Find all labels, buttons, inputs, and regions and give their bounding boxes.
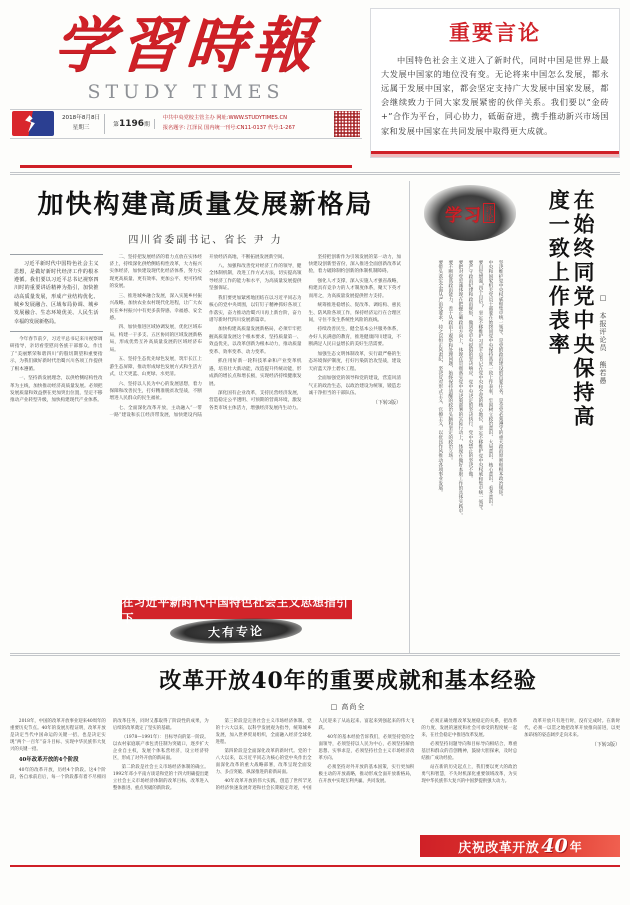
bottom-headline[interactable]: 改革开放40年的重要成就和基本经验: [159, 668, 537, 694]
article-paragraph: 要自觉增强“四个自信”，坚定不移维护习近平总书记在党中央和全党的核心地位，坚定不移维护党中央权威和集中统一领导。: [477, 260, 483, 514]
article-paragraph: 一、坚持新发展理念，以供给侧结构性改革为主线，加快推动经济高质量发展。必须把发展质量和效益摆在更加突出位置，坚定不移推动产业转型升级，加快构建现代产业体系。: [10, 376, 103, 404]
article-paragraph: 今年春节前夕，习近平总书记来川视察调研指导，亲切看望慰问各族干部群众，作出了“美丽繁荣和谐四川”的殷切期望和重要指示，为我们做好新时代治蜀兴川各项工作提供了根本遵循。: [10, 336, 103, 372]
article-paragraph: 第四阶段是全面深化改革的新时代。党的十八大以来，以习近平同志为核心的党中央作出全面深化改革的重大战略部署，改革呈现全面发力、多点突破、纵深推进的崭新局面。: [215, 749, 312, 776]
article-paragraph: 要把对党忠诚体现在把握正确政治方向上，体现在贯彻落实党中央决策部署的实际行动上，体现在做好本职工作的具体实践中。: [457, 260, 463, 518]
main-article-lead: 习近平新时代中国特色社会主义思想，是做好新时代经济工作的根本遵循。我们要以习近平总书记视察四川时的重要讲话精神为指引，加快推动高质量发展，形成产业结构优化、城乡发展融合、区域布局协调、城乡发展融合、生态环境优美、人民生活幸福的发展新格局。: [10, 254, 103, 332]
article-paragraph: 八、加强和改善党对经济工作的领导，健全体制机制，改进工作方式方法，切实提高领导经济工作的能力和水平，为高质量发展提供坚强保证。: [209, 263, 302, 292]
main-body-area: [0, 175, 630, 653]
study-times-emblem-icon: [12, 111, 54, 136]
masthead-nameplate-area: [10, 8, 362, 172]
article-paragraph: 七、全面深化改革开放，主动融入“一带一路”建设和长江经济带发展，加快建设内陆开放经济高地，不断拓展发展新空间。: [109, 254, 288, 419]
article-paragraph: 40年改革开放的伟大实践，创造了世所罕见的经济快速发展奇迹和社会长期稳定奇迹，中国人民迎来了从站起来、富起来到强起来的伟大飞跃。: [215, 719, 415, 792]
article-paragraph: 强化人才支撑，深入实施人才强省战略，构建具有竞争力的人才制度体系，聚天下英才而用之，为高质量发展提供智力支持。: [308, 278, 401, 299]
article-paragraph: 深化国有企业改革，支持民营经济发展，营造稳定公平透明、可预期的营商环境，激发各类市场主体活力，增强经济发展内生动力。: [209, 390, 302, 411]
anniversary-prefix: 庆祝改革开放: [458, 840, 540, 856]
newspaper-title-cn: 学習時報: [51, 11, 321, 81]
important-quote-box: [370, 8, 620, 158]
brush-stroke-tag: 大有专论: [170, 617, 303, 646]
article-paragraph: 三、推进城乡融合发展，深入实施乡村振兴战略，加快农业农村现代化进程，让广大农民在乡村振兴中有更多获得感、幸福感、安全感。: [109, 293, 202, 321]
side-commentary-article: [410, 181, 610, 653]
publisher-line-2: 报名题字: 江泽民 国内统一刊号:CN11-0137 代号:1-267: [162, 124, 296, 131]
article-paragraph: 40年的基本经验告诉我们，必须坚持党的全面领导，必须坚持以人民为中心，必须坚持解放思想、实事求是，必须坚持社会主义市场经济改革方向。: [318, 735, 415, 762]
publisher-line-1: 中共中央党校主管主办 网址:WWW.STUDYTIMES.CN: [162, 115, 287, 122]
masthead: [0, 0, 630, 172]
article-paragraph: 我们要更加紧密地团结在以习近平同志为核心的党中央周围，以钉钉子精神抓好各项工作落实，奋力推动治蜀兴川再上新台阶，奋力谱写新时代四川发展新篇章。: [209, 295, 302, 323]
article-paragraph: 全面加强党的领导和党的建设，营造风清气正的政治生态，以政治建设为统领，锻造忠诚干净担当的干部队伍。: [308, 376, 401, 396]
publisher-info: [159, 114, 330, 133]
logo-tag-label: 评论: [485, 205, 494, 221]
main-article-columns: [10, 254, 401, 636]
masthead-info-strip: [10, 109, 362, 139]
article-paragraph: 第二阶段是社会主义市场经济体制的确立。1992年邓小平南方谈话和党的十四大明确提出建立社会主义市场经济体制的改革目标，改革进入整体推进、重点突破的新阶段。: [112, 765, 209, 792]
study-commentary-logo: [424, 185, 516, 241]
article-paragraph: 加快构建高质量发展新格局，必须牢牢把握高质量发展这个根本要求，坚持质量第一、效益优先，以改革创新为根本动力，推动质量变革、效率变革、动力变革。: [209, 327, 302, 355]
article-paragraph: 二、坚持把发展经济的着力点放在实体经济上，持续深化供给侧结构性改革，大力振兴实体经济，加快建设现代化经济体系，努力实现更高质量、更有效率、更加公平、更可持续的发展。: [109, 254, 202, 290]
issue-number: 1196: [118, 118, 145, 129]
article-paragraph: 持续改善民生，健全基本公共服务体系，办好人民满意的教育，推进健康四川建设，不断满足人民日益增长的美好生活需要。: [308, 327, 401, 348]
article-paragraph: 坚持把创新作为引领发展的第一动力，加快建设创新型省份，深入推进全面创新改革试验，着力破除制约创新的体制机制障碍。: [308, 254, 401, 275]
article-paragraph: 要严守政治纪律和政治规矩，做到党中央提倡的坚决响应、党中央决定的坚决执行、党中央禁止的坚决不做。: [467, 260, 473, 481]
quote-box-underline: [371, 151, 619, 157]
side-article-paragraphs: [418, 251, 504, 641]
article-paragraph: 必须正确处理改革发展稳定的关系，把改革的力度、发展的速度和社会可承受的程度统一起来，在社会稳定中推进改革发展。: [421, 719, 518, 739]
publication-date: [58, 114, 105, 134]
issue-prefix: 第: [113, 121, 119, 128]
side-headline[interactable]: 在始终同党中央保持高度一致上作表率: [546, 189, 596, 429]
article-paragraph: 统筹推进稳增长、促改革、调结构、惠民生、防风险各项工作，保持经济运行在合理区间，守住不发生系统性风险的底线。: [308, 303, 401, 323]
anniversary-number: 40: [541, 835, 568, 857]
bottom-red-rule: [10, 865, 620, 867]
article-paragraph: 40年的改革开放，历经4个阶段。这4个阶段，各自承前启后，每一个阶段都有着不尽相同的改革任务，同时又都取得了阶段性的成果，为后续的改革奠定了坚实的基础。: [10, 719, 209, 780]
bottom-byline: □ 高尚全: [330, 703, 366, 711]
bottom-sub-headline: 40年改革开放的4个阶段: [18, 757, 79, 764]
article-paragraph: 必须坚持对外开放的基本国策，实行更加积极主动的开放战略，推动形成全面开放新格局，在开放中实现互利共赢、共同发展。: [318, 765, 415, 785]
article-paragraph: 要不断提高政治能力，善于从政治上观察和处理问题，始终保持清醒的政治头脑和坚定的政治立场。: [447, 260, 453, 463]
issue-suffix: 期: [144, 121, 150, 128]
article-paragraph: 要带头落实全面从严治党要求，持之以恒正风肃纪，坚决反对形式主义、官僚主义，以优良作风推动各项事业发展。: [437, 260, 443, 495]
article-paragraph: 四、加快推进区域协调发展，优化区域布局，构建一干多支、五区协同的区域发展新格局，形成优势互补高质量发展的区域经济布局。: [109, 325, 202, 353]
article-paragraph: 中央和国家机关党员干部要在始终同党中央保持高度一致上作表率，牢固树立政治意识、大局意识、核心意识、看齐意识。: [487, 260, 493, 509]
date-line-1: 2018年8月8日: [62, 115, 101, 122]
bottom-article-columns: [10, 718, 620, 846]
article-paragraph: 五、坚持生态优先绿色发展，筑牢长江上游生态屏障，推动形成绿色发展方式和生活方式，让天更蓝、山更绿、水更清。: [109, 357, 202, 378]
logo-char-1: 学: [445, 205, 462, 226]
theme-red-banner: 在习近平新时代中国特色社会主义思想指引下: [122, 600, 352, 619]
anniversary-suffix: 年: [569, 839, 582, 854]
article-paragraph: 必须坚持问题导向和目标导向相结合，尊重基层和群众的首创精神，鼓励大胆探索，及时总结推广成功经验。: [421, 742, 518, 762]
qr-code-icon[interactable]: [334, 111, 360, 137]
article-paragraph: 2018年，中国的改革开放事业迎来40周年的重要历史节点。40年的发展历程证明，改革开放是决定当代中国命运的关键一招，也是决定实现“两个一百年”奋斗目标、实现中华民族伟大复兴的关键一招。: [10, 719, 106, 753]
bottom-article: [0, 656, 630, 871]
main-headline[interactable]: 加快构建高质量发展新格局: [37, 190, 374, 220]
issue-number-block: [109, 119, 155, 129]
anniversary-banner: [420, 835, 620, 857]
main-article: [10, 181, 410, 653]
article-paragraph: 加强生态文明体制改革，实行最严格的生态环境保护制度，打好污染防治攻坚战，建设天府蓝天净土碧水工程。: [308, 351, 401, 372]
main-jump-note: （下转3版）: [372, 400, 401, 407]
side-headline-wrap: [545, 189, 608, 629]
article-paragraph: （1978—1991年）：目标导向的第一阶段。以农村家庭联产承包责任制为突破口，逐步扩大企业自主权，发展个体私营经济，设立经济特区，形成了对外开放的新局面。: [112, 735, 209, 762]
main-byline: 四川省委副书记、省长 尹 力: [128, 234, 283, 246]
logo-char-2: 习: [464, 205, 481, 226]
side-byline: □ 本报评论员 熊若愚: [599, 294, 607, 385]
newspaper-title-en: STUDY TIMES: [87, 80, 285, 103]
bottom-jump-note: （下转3版）: [591, 742, 620, 749]
quote-box-text: 中国特色社会主义进入了新时代，同时中国是世界上最大发展中国家的地位没有变。无论将来中国怎么发展，都永远属于发展中国家，都会坚定支持广大发展中国家发展，都会继续致力于同大家发展紧密的伙伴关系。我们要以“金砖+”合作为平台，同心协力，砥砺奋进，携手推动新兴市场国家和发展中国家在共同发展中取得更大成就。: [380, 55, 609, 136]
date-line-2: 星期三: [72, 124, 90, 131]
article-paragraph: 改革开放只有进行时，没有完成时。在新时代，必须一以贯之地把改革开放推向前进，以更加昂扬的姿态阔步走向未来。: [524, 719, 620, 739]
article-paragraph: 第三阶段是完善社会主义市场经济体制。党的十六大以来，以科学发展观为指导，统筹城乡发展，加入世界贸易组织，全面融入经济全球化进程。: [215, 719, 312, 746]
article-paragraph: 坚决维护党中央权威和集中统一领导，是党的政治建设的首要任务，是全党必须遵守的重大政治原则和根本政治规矩。: [498, 260, 503, 500]
article-paragraph: 六、坚持以人民为中心的发展思想，着力保障和改善民生，打好精准脱贫攻坚战，不断增进人民群众的民生福祉。: [109, 381, 202, 402]
masthead-red-rule: [20, 165, 352, 168]
nameplate: [10, 8, 362, 103]
bottom-article-paragraphs: [10, 718, 620, 792]
article-paragraph: 站在新的历史起点上，我们要以更大的政治勇气和智慧，不失时机深化重要领域改革，为实现中华民族伟大复兴的中国梦提供强大动力。: [421, 765, 518, 785]
quote-box-title: 重要言论: [448, 20, 541, 45]
article-paragraph: 抓住用好新一轮科技革命和产业变革机遇，培育壮大新动能，改造提升传统动能，形成新的增长点和增长极，实现经济持续健康发展。: [209, 359, 302, 387]
